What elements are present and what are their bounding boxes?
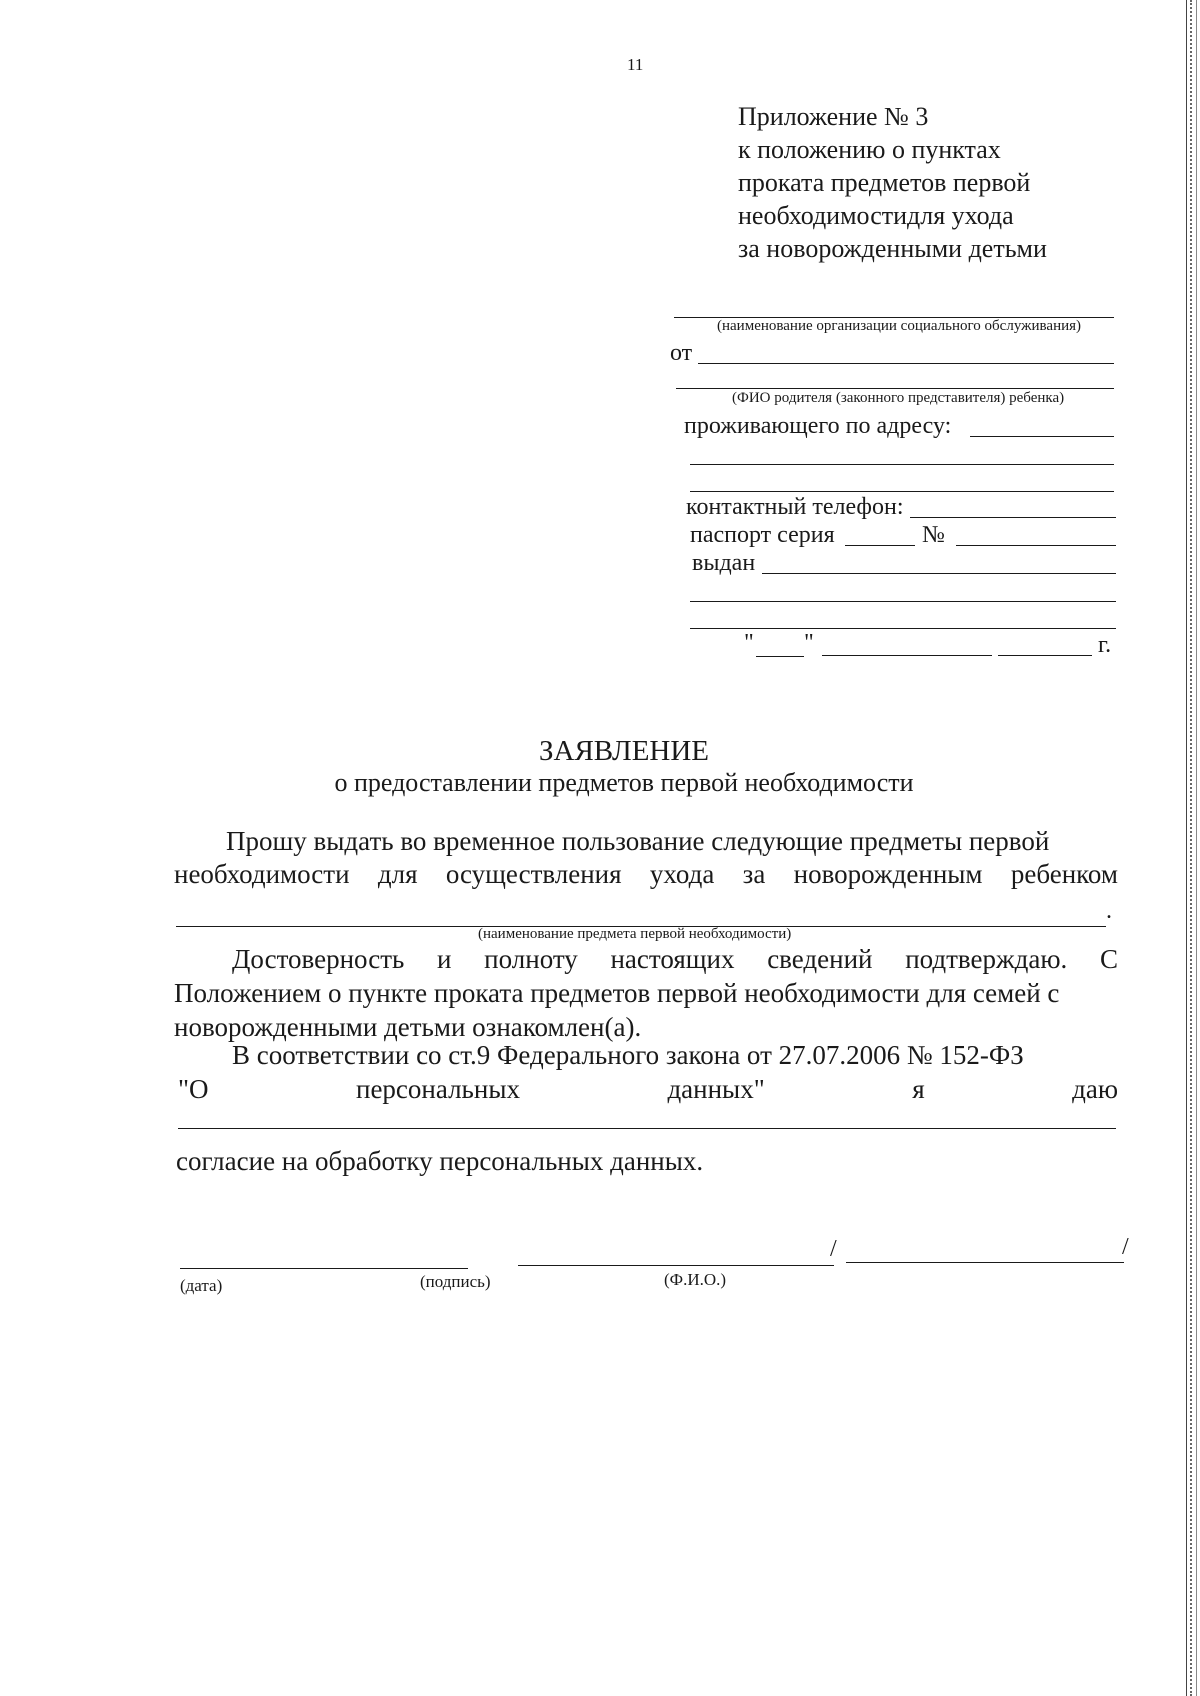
p3-line-1: В соответствии со ст.9 Федерального закона от 27.07.2006 № 152-ФЗ [232,1040,1024,1070]
p2-word: сведений [767,944,873,974]
passport-series-line[interactable] [845,545,915,546]
p3-line-3: согласие на обработку персональных данных. [176,1146,704,1176]
appendix-line-3: проката предметов первой [738,168,1031,197]
date-day-line[interactable] [756,656,804,657]
address-label: проживающего по адресу: [684,413,952,439]
from-label: от [670,340,693,366]
document-title: ЗАЯВЛЕНИЕ [538,735,710,767]
issued-line-1[interactable] [762,573,1116,574]
passport-series-label: паспорт серия [690,522,835,548]
scan-edge-line [1196,0,1197,1696]
consent-name-line[interactable] [178,1128,1116,1129]
p2-line-2: Положением о пункте проката предметов первой необходимости для семей с [174,978,1060,1008]
scan-edge [1186,0,1192,1696]
p1-word: ребенком [1010,859,1118,889]
address-line-1[interactable] [970,436,1114,437]
p1-end-period: . [1106,898,1112,924]
issued-label: выдан [692,550,756,576]
p1-line-2 [174,859,1118,890]
date-month-line[interactable] [822,655,992,656]
appendix-line-1: Приложение № 3 [738,102,929,131]
issued-line-2[interactable] [690,601,1116,602]
year-suffix: г. [1098,632,1112,658]
p2-word: настоящих [610,944,735,974]
date-year-line[interactable] [998,655,1092,656]
p1-word: за [742,859,766,889]
p3-word: персональных [356,1074,520,1104]
p2-word: подтверждаю. [905,944,1068,974]
signature-date-line[interactable] [180,1268,468,1269]
appendix-line-5: за новорожденными детьми [738,234,1047,263]
p2-word: С [1099,944,1118,974]
p2-word: полноту [484,944,578,974]
passport-number-label: № [922,522,945,548]
p1-line-1: Прошу выдать во временное пользование следующие предметы первой [226,826,1050,856]
p3-word: данных" [667,1074,765,1104]
issued-line-3[interactable] [690,628,1116,629]
address-line-3[interactable] [690,491,1114,492]
p3-word: я [912,1074,925,1104]
date-quote-open: " [744,630,754,656]
parent-name-hint: (ФИО родителя (законного представителя) ребенка) [732,390,1065,406]
address-line-2[interactable] [690,464,1114,465]
p2-line-3: новорожденными детьми ознакомлен(а). [174,1012,642,1042]
signature-sign-line[interactable] [518,1265,834,1266]
signature-slash-1: / [830,1236,837,1262]
page-number: 11 [627,55,644,74]
signature-slash-2: / [1122,1234,1129,1260]
document-subtitle: о предоставлении предметов первой необходимости [334,768,914,797]
p1-word: ухода [649,859,715,889]
appendix-line-2: к положению о пунктах [738,135,1001,164]
p2-line-1 [232,944,1118,975]
phone-line[interactable] [910,517,1116,518]
org-name-hint: (наименование организации социального обслуживания) [717,318,1082,334]
p3-word: даю [1072,1074,1118,1104]
signature-fio-line[interactable] [846,1262,1124,1263]
p3-line-2 [178,1074,1118,1105]
phone-label: контактный телефон: [686,494,904,520]
p1-word: необходимости [174,859,350,889]
p1-word: новорожденным [793,859,983,889]
p3-word: "О [178,1074,209,1104]
signature-fio-label: (Ф.И.О.) [664,1270,727,1289]
passport-number-line[interactable] [956,545,1116,546]
p2-word: Достоверность [232,944,405,974]
from-line-2[interactable] [676,388,1114,389]
signature-sign-label: (подпись) [420,1272,491,1291]
signature-date-label: (дата) [180,1276,223,1295]
date-quote-close: " [804,630,814,656]
p2-word: и [437,944,452,974]
p1-word: для [377,859,418,889]
from-line-1[interactable] [698,363,1114,364]
p1-word: осуществления [445,859,622,889]
item-name-hint: (наименование предмета первой необходимости) [478,926,792,942]
appendix-line-4: необходимостидля ухода [738,201,1014,230]
